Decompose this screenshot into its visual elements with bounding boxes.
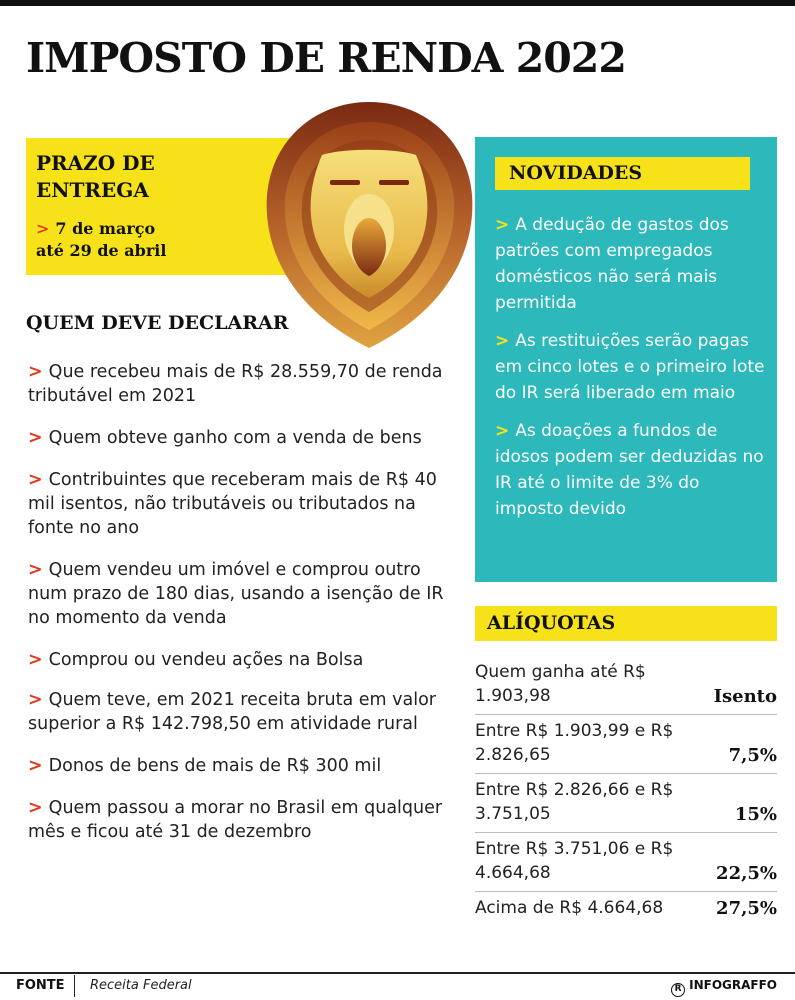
credit bbox=[671, 978, 777, 997]
list-item: > Quem vendeu um imóvel e comprou outro num prazo de 180 dias, usando a isenção de IR no momento da venda bbox=[28, 560, 444, 628]
chevron-right-icon: > bbox=[28, 470, 43, 490]
fonte-label: FONTE bbox=[16, 978, 65, 993]
table-row bbox=[475, 774, 777, 833]
chevron-right-icon: > bbox=[28, 428, 43, 448]
chevron-right-icon: > bbox=[28, 756, 43, 776]
registered-icon: R bbox=[671, 983, 685, 997]
list-item: > Donos de bens de mais de R$ 300 mil bbox=[28, 756, 382, 776]
aliquotas-title-box bbox=[475, 606, 777, 641]
table-row bbox=[475, 715, 777, 774]
row-label: Entre R$ 2.826,66 e R$ 3.751,05 bbox=[475, 780, 674, 824]
list-item: > Quem teve, em 2021 receita bruta em valor superior a R$ 142.798,50 em atividade rural bbox=[28, 690, 437, 734]
row-value: 15% bbox=[734, 804, 777, 825]
novidades-list bbox=[495, 212, 773, 534]
list-item: > Que recebeu mais de R$ 28.559,70 de renda tributável em 2021 bbox=[28, 362, 443, 406]
chevron-right-icon: > bbox=[495, 215, 510, 235]
novidades-title-box bbox=[495, 157, 750, 190]
footer-divider bbox=[74, 975, 75, 997]
chevron-right-icon: > bbox=[28, 362, 43, 382]
top-rule bbox=[0, 0, 795, 6]
prazo-title: PRAZO DE ENTREGA bbox=[36, 151, 155, 202]
prazo-dates bbox=[36, 218, 236, 262]
list-item: > A dedução de gastos dos patrões com empregados domésticos não será mais permitida bbox=[495, 215, 729, 313]
credit-label: INFOGRAFFO bbox=[689, 978, 777, 992]
table-row bbox=[475, 660, 777, 715]
chevron-right-icon: > bbox=[28, 560, 43, 580]
chevron-right-icon: > bbox=[28, 690, 43, 710]
row-label: Quem ganha até R$ 1.903,98 bbox=[475, 662, 646, 706]
lion-icon bbox=[262, 100, 477, 350]
footer-rule bbox=[0, 972, 795, 974]
list-item: > Contribuintes que receberam mais de R$ 40 mil isentos, não tributáveis ou tributados na fonte no ano bbox=[28, 470, 437, 538]
quem-deve-declarar-title: QUEM DEVE DECLARAR bbox=[26, 312, 289, 334]
row-label: Acima de R$ 4.664,68 bbox=[475, 898, 664, 918]
chevron-right-icon: > bbox=[28, 650, 43, 670]
list-item: > As restituições serão pagas em cinco lotes e o primeiro lote do IR será liberado em maio bbox=[495, 331, 765, 403]
chevron-right-icon: > bbox=[36, 219, 50, 238]
fonte-value: Receita Federal bbox=[90, 978, 192, 993]
row-value: Isento bbox=[713, 686, 777, 707]
row-value: 27,5% bbox=[716, 898, 777, 919]
list-item: > Comprou ou vendeu ações na Bolsa bbox=[28, 650, 364, 670]
quem-deve-declarar-list bbox=[28, 360, 448, 862]
list-item: > Quem obteve ganho com a venda de bens bbox=[28, 428, 422, 448]
aliquotas-title: ALÍQUOTAS bbox=[487, 612, 616, 634]
aliquotas-table bbox=[475, 660, 777, 926]
table-row bbox=[475, 833, 777, 892]
chevron-right-icon: > bbox=[495, 421, 510, 441]
chevron-right-icon: > bbox=[495, 331, 510, 351]
row-value: 22,5% bbox=[716, 863, 777, 884]
chevron-right-icon: > bbox=[28, 798, 43, 818]
row-label: Entre R$ 3.751,06 e R$ 4.664,68 bbox=[475, 839, 674, 883]
table-row bbox=[475, 892, 777, 926]
prazo-start: 7 de março bbox=[55, 219, 156, 238]
novidades-panel bbox=[475, 137, 777, 582]
row-label: Entre R$ 1.903,99 e R$ 2.826,65 bbox=[475, 721, 674, 765]
prazo-end: até 29 de abril bbox=[36, 241, 167, 260]
novidades-title: NOVIDADES bbox=[509, 162, 643, 184]
list-item: > As doações a fundos de idosos podem ser deduzidas no IR até o limite de 3% do imposto devido bbox=[495, 421, 764, 519]
page-title: IMPOSTO DE RENDA 2022 bbox=[26, 34, 626, 82]
row-value: 7,5% bbox=[728, 745, 777, 766]
list-item: > Quem passou a morar no Brasil em qualquer mês e ficou até 31 de dezembro bbox=[28, 798, 443, 842]
